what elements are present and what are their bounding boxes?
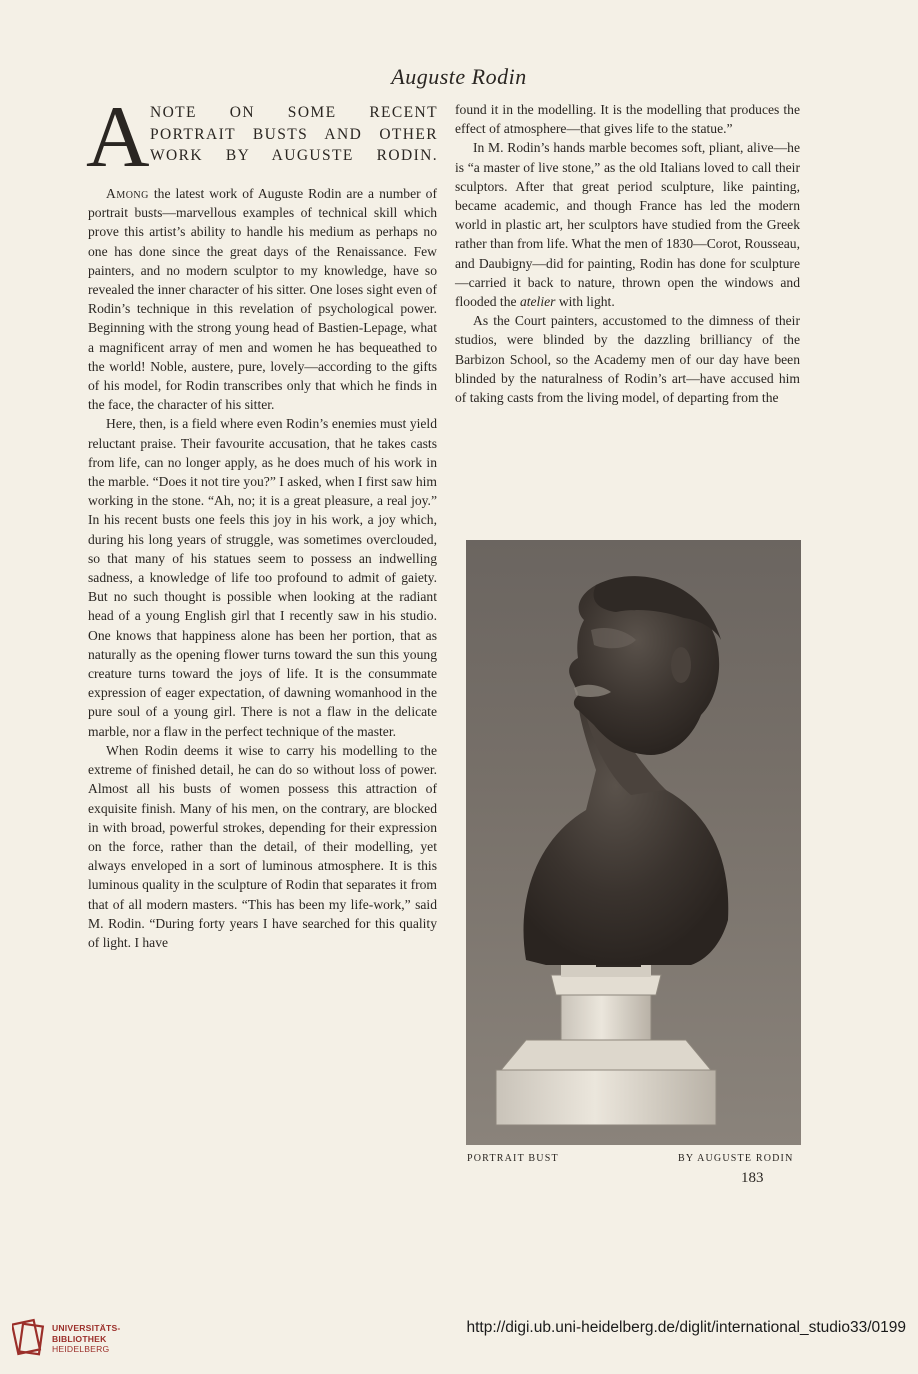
page-number: 183 [741,1170,764,1186]
right-column [455,100,800,407]
article-headline [86,89,438,186]
caption-left: PORTRAIT BUST [467,1153,559,1164]
logo-line-3: HEIDELBERG [52,1344,110,1354]
paragraph-4-text: In M. Rodin’s hands marble becomes soft, pliant, alive—he is “a master of live stone,” as the old Italians loved to call their sculptors. After that great period sculpture, like painting, became academic, and though France has led the modern world in plastic art, her sculptors have studied from the Greek rather than from life. What the men of 1830—Corot, Rousseau, and Daubigny—did for painting, Rodin has done for sculpture—carried it back to nature, thrown open the windows and flooded the [455,140,800,310]
paragraph-4 [455,138,800,311]
paragraph-5: As the Court painters, accustomed to the dimness of their studios, were blinded by the dazzling brilliancy of the Barbizon School, so the Academy men of our day have been blinded by the naturalness of Rodin’s art—have accused him of taking casts from the living model, of departing from the [455,313,800,406]
logo-line-1: UNIVERSITÄTS- [52,1323,121,1333]
paragraph-1 [88,184,437,414]
paragraph-2: Here, then, is a field where even Rodin’s enemies must yield reluctant praise. Their favourite accusation, that he takes casts from life, can no longer apply, as he does much of his work in the marble. “Does it not tire you?” I asked, when I first saw him working in the stone. “Ah, no; it is a great pleasure, a real joy.” In his recent busts one feels this joy in his work, a joy which, during his long years of struggle, was sometimes overclouded, so that many of his statues seem to possess an indwelling sadness, a knowledge of life too profound to admit of gaiety. But no such thought is possible when looking at the radiant head of a young English girl that I recently saw in his studio. One knows that happiness alone has been her portion, that as naturally as the opening flower turns toward the sun this young creature turns toward the joys of life. It is the consummate expression of eager expectation, of dawning womanhood in the pure soul of a young girl. There is not a flaw in the delicate marble, nor a flaw in the perfect technique of the master. [88,416,437,739]
running-title: Auguste Rodin [391,64,527,89]
source-url-link[interactable]: http://digi.ub.uni-heidelberg.de/diglit/international_studio33/0199 [466,1319,906,1336]
library-logo[interactable] [12,1318,132,1358]
paragraph-lead: Among [106,186,149,201]
drop-cap: A [86,89,150,186]
library-name [52,1323,121,1355]
logo-line-2: BIBLIOTHEK [52,1333,107,1344]
library-seal-icon [12,1318,46,1358]
paragraph-4-end: with light. [555,294,615,310]
left-column [86,89,438,952]
paragraph-3: When Rodin deems it wise to carry his modelling to the extreme of finished detail, he can do so without loss of power. Almost all his busts of women possess this attraction of exquisite finish. Many of his men, on the contrary, are blocked in with broad, powerful strokes, depending for their expression on the force, rather than the detail, of their modelling, yet always enveloped in a sort of luminous atmosphere. It is this luminous quality in the sculpture of Rodin that separates it from that of all modern masters. “This has been my life-work,” said M. Rodin. “During forty years I have searched for this quality of light. I have [88,742,437,950]
bust-illustration [466,540,801,1145]
portrait-bust-photograph [466,540,801,1145]
caption-right: BY AUGUSTE RODIN [678,1153,794,1164]
paragraph-1-text: the latest work of Auguste Rodin are a number of portrait busts—marvellous examples of technical skill which prove this artist’s ability to handle his medium as perhaps no one has done since the great days of the Renaissance. Few painters, and no modern sculptor to my knowledge, have so revealed the inner character of his sitter. One loses sight even of Rodin’s technique in this revelation of psychological power. Beginning with the strong young head of Bastien-Lepage, what a magnificent array of men and women he has bequeathed to the world! Noble, austere, pure, lovely—according to the gifts of his model, for Rodin transcribes only that which he finds in the face, the character of his sitter. [88,186,437,413]
paragraph-continuation: found it in the modelling. It is the modelling that produces the effect of atmosphere—that gives life to the statue.” [455,102,800,137]
italic-word: atelier [519,294,556,310]
headline-text: NOTE ON SOME RECENT PORTRAIT BUSTS AND OTHER WORK BY AUGUSTE RODIN. [150,104,438,164]
